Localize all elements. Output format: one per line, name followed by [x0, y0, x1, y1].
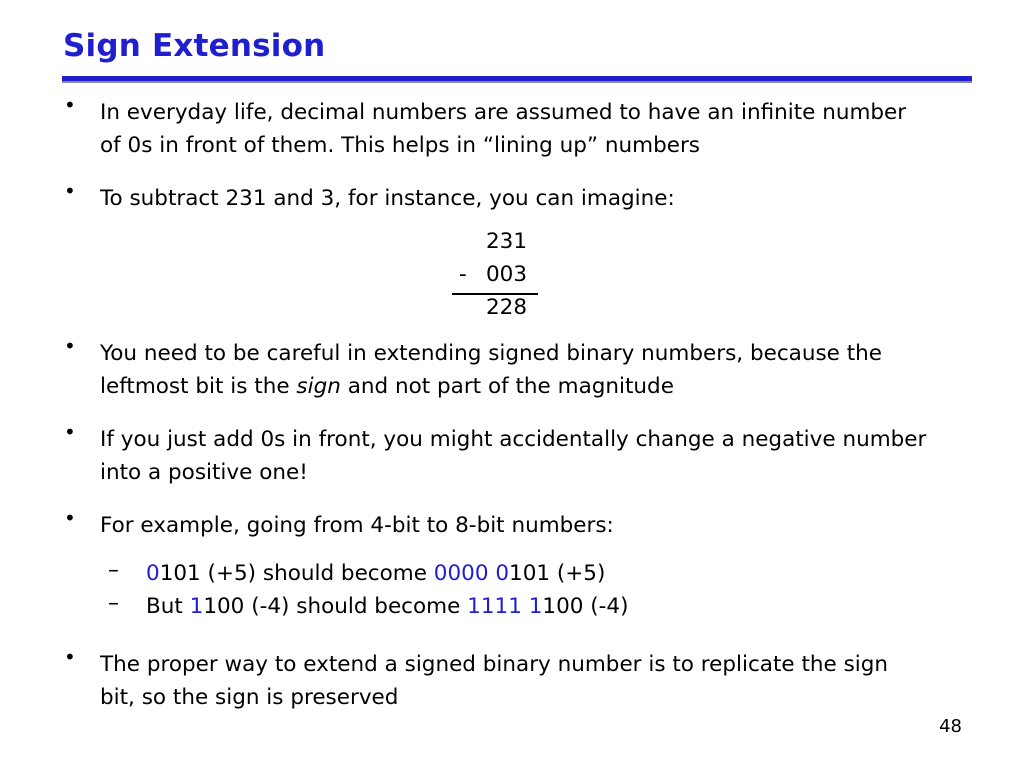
bullet-3-line-2	[100, 370, 1020, 403]
bullet-dot-icon: •	[64, 645, 76, 669]
sign-bit: 1	[189, 594, 204, 619]
bullet-6-line-1: The proper way to extend a signed binary number is to replicate the sign	[100, 652, 889, 677]
bullet-dot-icon: •	[64, 93, 76, 117]
subtraction-result: 228	[486, 295, 528, 320]
bullet-3-line-1: You need to be careful in extending signed binary numbers, because the	[100, 341, 882, 366]
sub-2-rest: 100 (-4) should become	[203, 594, 468, 619]
subtraction-top: 231	[486, 229, 528, 254]
bullet-dot-icon: •	[64, 506, 76, 530]
bullet-4-line-1: If you just add 0s in front, you might accidentally change a negative number	[100, 427, 927, 452]
sub-1-ext-rest: 101 (+5)	[509, 561, 606, 586]
bullet-3-line-2-pre: leftmost bit is the	[100, 374, 297, 399]
bullet-3-emphasis: sign	[296, 374, 341, 399]
bullet-5-line-1: For example, going from 4-bit to 8-bit numbers:	[100, 513, 614, 538]
bullet-dot-icon: •	[64, 334, 76, 358]
dash-icon: –	[108, 591, 119, 616]
bullet-dot-icon: •	[64, 420, 76, 444]
extended-bits: 0000 0	[433, 561, 510, 586]
bullet-3-line-2-post: and not part of the magnitude	[340, 374, 674, 399]
page-number: 48	[939, 716, 962, 737]
slide-title: Sign Extension	[63, 28, 326, 64]
bullet-dot-icon: •	[64, 179, 76, 203]
bullet-6-line-2: bit, so the sign is preserved	[100, 685, 399, 710]
sign-bit: 0	[146, 561, 160, 586]
sub-1-rest: 101 (+5) should become	[159, 561, 434, 586]
dash-icon: –	[108, 558, 119, 583]
bullet-4-line-2: into a positive one!	[100, 460, 308, 485]
subtraction-bottom: 003	[486, 262, 528, 287]
sub-2-prefix: But	[146, 594, 190, 619]
title-underline	[62, 76, 972, 83]
bullet-1-line-1: In everyday life, decimal numbers are assumed to have an infinite number	[100, 100, 907, 125]
subtraction-operator: -	[459, 262, 467, 287]
bullet-1-line-2: of 0s in front of them. This helps in “lining up” numbers	[100, 133, 701, 158]
extended-bits: 1111 1	[467, 594, 543, 619]
bullet-2-line-1: To subtract 231 and 3, for instance, you can imagine:	[100, 186, 675, 211]
sub-2-ext-rest: 100 (-4)	[542, 594, 629, 619]
